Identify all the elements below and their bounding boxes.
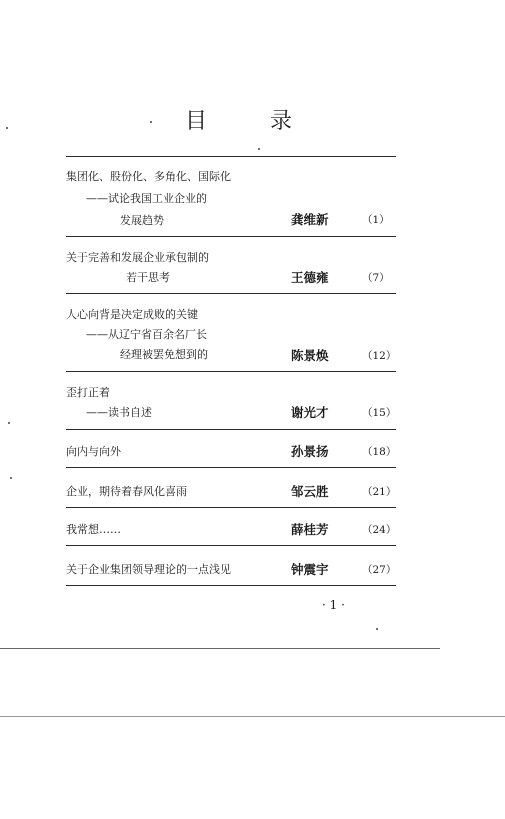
- entry-title-line: 集团化、股份化、多角化、国际化: [66, 170, 231, 183]
- divider: [66, 507, 396, 508]
- entry-author: 钟震宇: [291, 562, 329, 577]
- scan-speck: [150, 121, 152, 123]
- entry-page: （21）: [362, 486, 397, 498]
- divider: [66, 156, 396, 157]
- scan-speck: [8, 422, 10, 424]
- entry-title-line: 关于企业集团领导理论的一点浅见: [66, 563, 231, 576]
- divider: [66, 467, 396, 468]
- scan-speck: [376, 628, 378, 630]
- entry-author: 孙景扬: [291, 444, 329, 459]
- entry-author: 谢光才: [291, 405, 329, 420]
- entry-title-line: 我常想……: [66, 523, 121, 536]
- scan-speck: [258, 148, 260, 150]
- entry-author: 薛桂芳: [291, 522, 329, 537]
- entry-page: （12）: [362, 350, 397, 362]
- scan-edge-line: [0, 716, 505, 717]
- entry-subtitle-line: ——读书自述: [86, 406, 152, 419]
- scan-speck: [6, 127, 8, 129]
- divider: [66, 236, 396, 237]
- divider: [66, 585, 396, 586]
- entry-page: （24）: [362, 524, 397, 536]
- scan-speck: [10, 477, 12, 479]
- entry-subtitle-line: 发展趋势: [120, 214, 164, 227]
- entry-page: （18）: [362, 446, 397, 458]
- entry-page: （1）: [362, 214, 390, 226]
- entry-subtitle-line: 经理被罢免想到的: [120, 348, 208, 361]
- entry-title-line: 歪打正着: [66, 386, 110, 399]
- entry-page: （27）: [362, 564, 397, 576]
- entry-author: 王德雍: [291, 270, 329, 285]
- entry-title-line: 关于完善和发展企业承包制的: [66, 251, 209, 264]
- divider: [66, 293, 396, 294]
- entry-author: 龚维新: [291, 212, 329, 227]
- entry-page: （7）: [362, 272, 390, 284]
- scan-edge-line: [0, 648, 440, 649]
- entry-subtitle-line: ——试论我国工业企业的: [86, 192, 207, 205]
- page-title: 目 录: [185, 109, 320, 134]
- entry-author: 邹云胜: [291, 484, 329, 499]
- divider: [66, 429, 396, 430]
- entry-subtitle-line: ——从辽宁省百余名厂长: [86, 328, 207, 341]
- entry-author: 陈景焕: [291, 348, 329, 363]
- entry-title-line: 人心向背是决定成败的关键: [66, 308, 198, 321]
- entry-title-line: 向内与向外: [66, 445, 121, 458]
- page-number: · 1 ·: [322, 598, 345, 612]
- divider: [66, 545, 396, 546]
- divider: [66, 371, 396, 372]
- entry-subtitle-line: 若干思考: [126, 271, 170, 284]
- entry-page: （15）: [362, 407, 397, 419]
- entry-title-line: 企业，期待着春风化喜雨: [66, 485, 187, 498]
